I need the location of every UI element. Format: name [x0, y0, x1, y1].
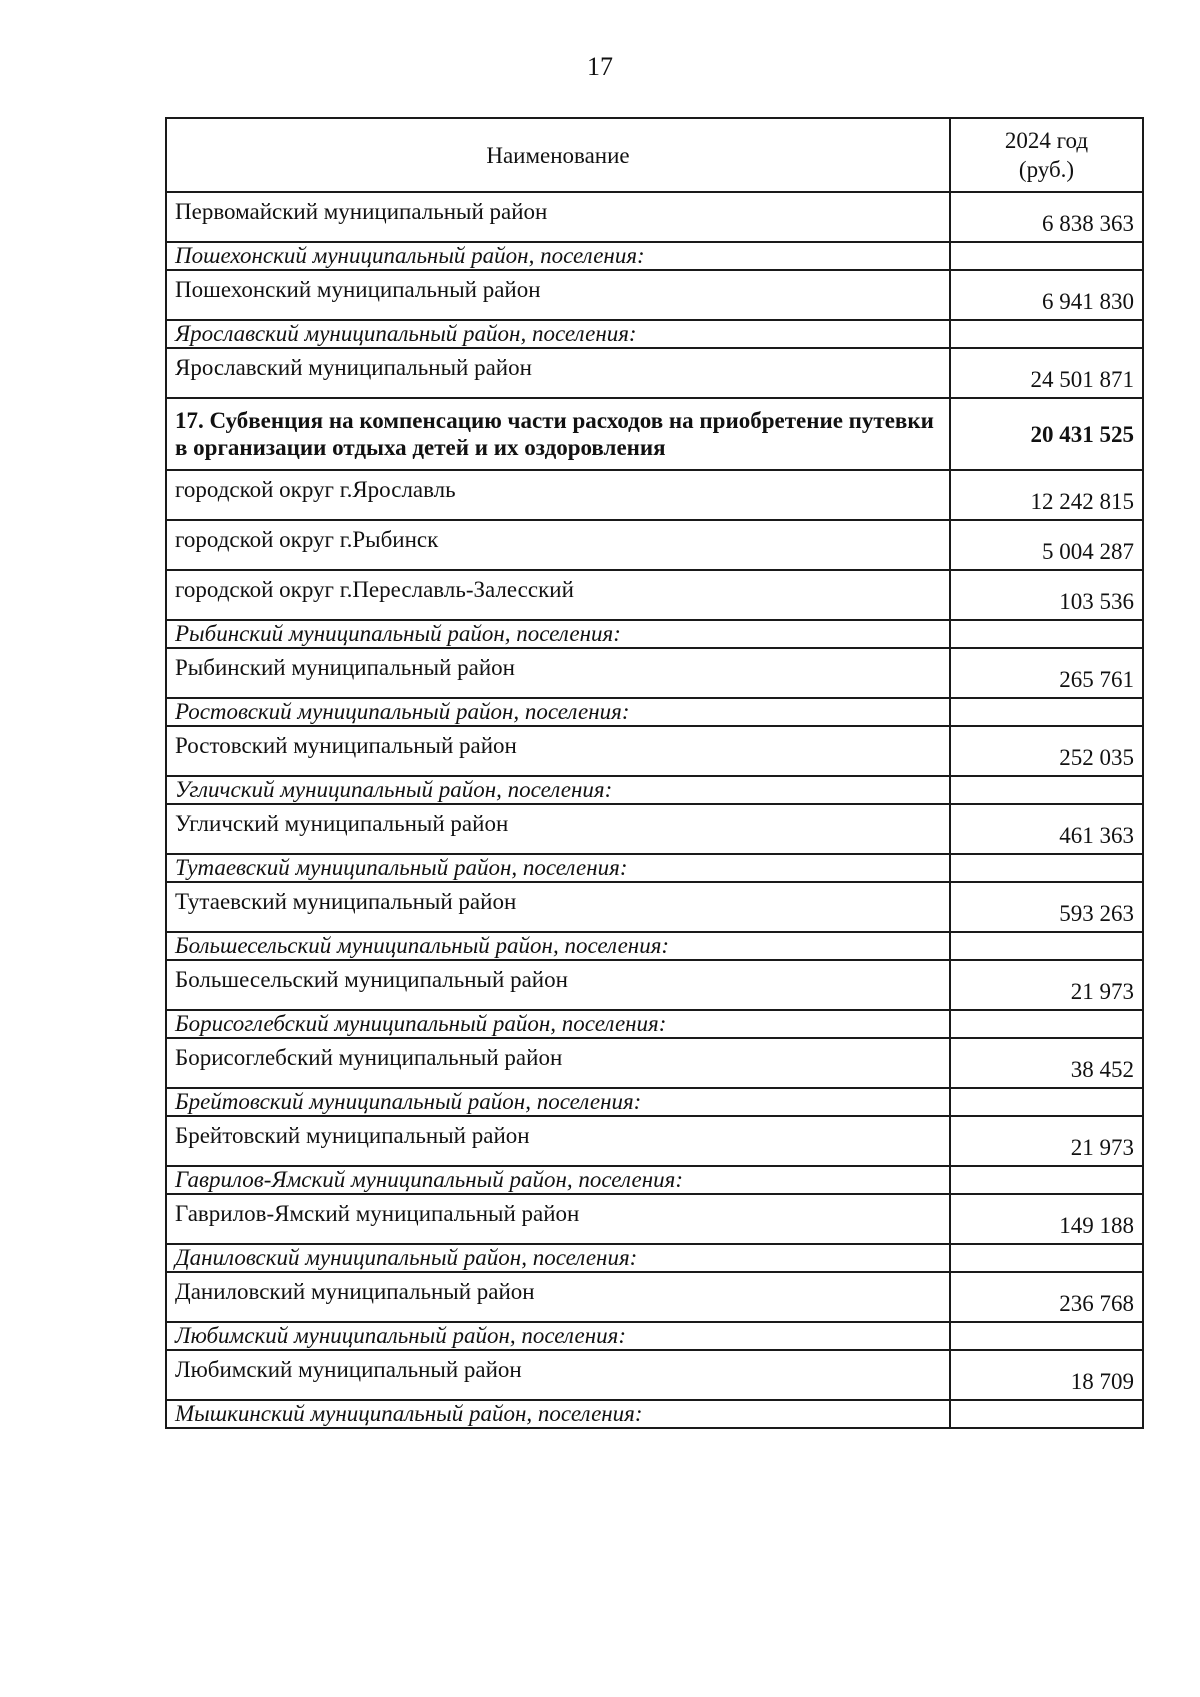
table-row: [166, 960, 1143, 1010]
table-row: [166, 270, 1143, 320]
table-subheader-row: [166, 776, 1143, 804]
row-name-cell: Ярославский муниципальный район: [166, 348, 950, 398]
table-body: [166, 192, 1143, 1428]
row-amount-cell: 236 768: [950, 1272, 1143, 1322]
row-name-cell: Ростовский муниципальный район: [166, 726, 950, 776]
table-row: [166, 570, 1143, 620]
table-row: [166, 648, 1143, 698]
row-name-cell: Рыбинский муниципальный район, поселения:: [166, 620, 950, 648]
table-row: [166, 726, 1143, 776]
row-amount-cell: 149 188: [950, 1194, 1143, 1244]
row-amount-cell: 20 431 525: [950, 398, 1143, 470]
row-amount-cell: [950, 1010, 1143, 1038]
page-number: 17: [587, 52, 613, 81]
row-amount-cell: [950, 1244, 1143, 1272]
row-name-cell: Первомайский муниципальный район: [166, 192, 950, 242]
table-row: [166, 804, 1143, 854]
table-subheader-row: [166, 1244, 1143, 1272]
table-row: [166, 348, 1143, 398]
row-name-cell: Пошехонский муниципальный район: [166, 270, 950, 320]
row-amount-cell: [950, 1166, 1143, 1194]
table-header-row: [166, 118, 1143, 192]
table-subheader-row: [166, 242, 1143, 270]
row-amount-cell: 103 536: [950, 570, 1143, 620]
row-amount-cell: 24 501 871: [950, 348, 1143, 398]
table-row: [166, 1194, 1143, 1244]
table-row: [166, 520, 1143, 570]
row-amount-cell: [950, 320, 1143, 348]
column-header-amount-unit: (руб.): [1018, 157, 1075, 182]
row-name-cell: Ярославский муниципальный район, поселения:: [166, 320, 950, 348]
table-subheader-row: [166, 854, 1143, 882]
row-name-cell: 17. Субвенция на компенсацию части расходов на приобретение путевки в организации отдыха детей и их оздоровления: [166, 398, 950, 470]
table-subheader-row: [166, 698, 1143, 726]
row-amount-cell: [950, 1088, 1143, 1116]
column-header-name: Наименование: [166, 118, 950, 192]
budget-table: [165, 117, 1144, 1429]
row-amount-cell: 265 761: [950, 648, 1143, 698]
table-row: [166, 470, 1143, 520]
table-subheader-row: [166, 1322, 1143, 1350]
table-subheader-row: [166, 1010, 1143, 1038]
row-amount-cell: 12 242 815: [950, 470, 1143, 520]
row-amount-cell: [950, 242, 1143, 270]
row-name-cell: Рыбинский муниципальный район: [166, 648, 950, 698]
row-name-cell: Тутаевский муниципальный район: [166, 882, 950, 932]
row-name-cell: Ростовский муниципальный район, поселения:: [166, 698, 950, 726]
row-amount-cell: [950, 932, 1143, 960]
row-name-cell: Большесельский муниципальный район, поселения:: [166, 932, 950, 960]
table-subheader-row: [166, 620, 1143, 648]
row-amount-cell: 38 452: [950, 1038, 1143, 1088]
row-name-cell: Гаврилов-Ямский муниципальный район: [166, 1194, 950, 1244]
table-subheader-row: [166, 1088, 1143, 1116]
table-row: [166, 1350, 1143, 1400]
row-name-cell: Даниловский муниципальный район, поселения:: [166, 1244, 950, 1272]
table-row: [166, 192, 1143, 242]
row-name-cell: Угличский муниципальный район: [166, 804, 950, 854]
row-name-cell: Борисоглебский муниципальный район, поселения:: [166, 1010, 950, 1038]
column-header-amount-year: 2024 год: [1004, 128, 1089, 153]
row-name-cell: Гаврилов-Ямский муниципальный район, поселения:: [166, 1166, 950, 1194]
row-amount-cell: [950, 854, 1143, 882]
row-name-cell: Мышкинский муниципальный район, поселения:: [166, 1400, 950, 1428]
row-amount-cell: 21 973: [950, 1116, 1143, 1166]
row-amount-cell: 593 263: [950, 882, 1143, 932]
row-amount-cell: 21 973: [950, 960, 1143, 1010]
row-amount-cell: [950, 698, 1143, 726]
row-amount-cell: [950, 1322, 1143, 1350]
row-name-cell: Брейтовский муниципальный район: [166, 1116, 950, 1166]
table-subheader-row: [166, 932, 1143, 960]
row-amount-cell: 461 363: [950, 804, 1143, 854]
row-name-cell: городской округ г.Рыбинск: [166, 520, 950, 570]
row-name-cell: Борисоглебский муниципальный район: [166, 1038, 950, 1088]
table-section-row: [166, 398, 1143, 470]
row-name-cell: Брейтовский муниципальный район, поселения:: [166, 1088, 950, 1116]
row-name-cell: городской округ г.Ярославль: [166, 470, 950, 520]
row-amount-cell: 6 941 830: [950, 270, 1143, 320]
table-row: [166, 1038, 1143, 1088]
row-amount-cell: [950, 620, 1143, 648]
table-subheader-row: [166, 1400, 1143, 1428]
row-amount-cell: [950, 776, 1143, 804]
row-amount-cell: 6 838 363: [950, 192, 1143, 242]
row-amount-cell: 18 709: [950, 1350, 1143, 1400]
row-amount-cell: 252 035: [950, 726, 1143, 776]
table-row: [166, 1116, 1143, 1166]
row-amount-cell: 5 004 287: [950, 520, 1143, 570]
table-row: [166, 1272, 1143, 1322]
row-name-cell: Даниловский муниципальный район: [166, 1272, 950, 1322]
row-name-cell: Угличский муниципальный район, поселения:: [166, 776, 950, 804]
row-name-cell: Большесельский муниципальный район: [166, 960, 950, 1010]
row-name-cell: Пошехонский муниципальный район, поселения:: [166, 242, 950, 270]
table-subheader-row: [166, 1166, 1143, 1194]
row-name-cell: Любимский муниципальный район, поселения:: [166, 1322, 950, 1350]
row-name-cell: Тутаевский муниципальный район, поселения:: [166, 854, 950, 882]
row-name-cell: городской округ г.Переславль-Залесский: [166, 570, 950, 620]
column-header-amount: [950, 118, 1143, 192]
table-row: [166, 882, 1143, 932]
row-amount-cell: [950, 1400, 1143, 1428]
table-subheader-row: [166, 320, 1143, 348]
row-name-cell: Любимский муниципальный район: [166, 1350, 950, 1400]
